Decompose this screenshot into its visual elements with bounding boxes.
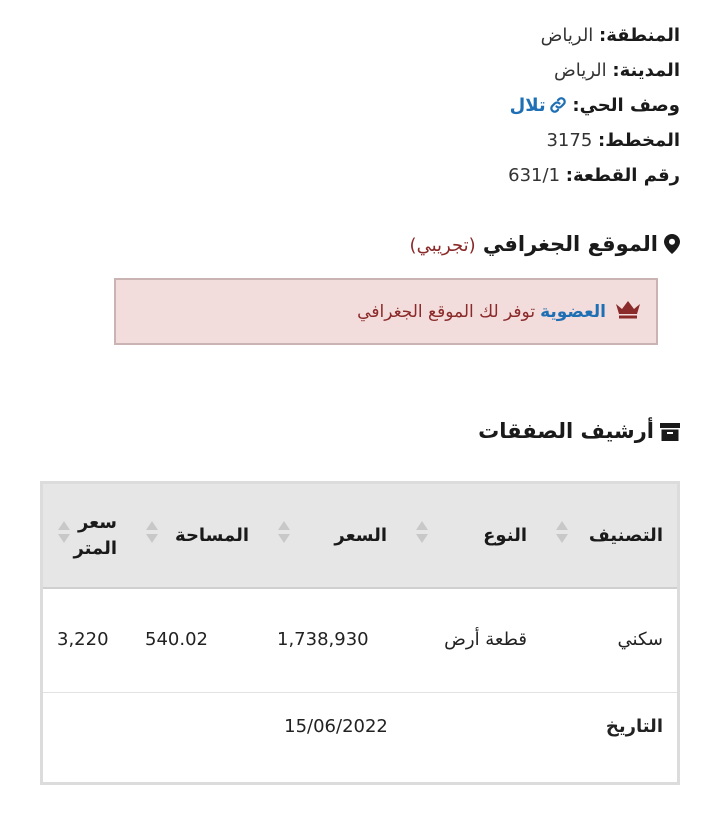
map-marker-icon (664, 229, 680, 265)
column-header-price-per-meter[interactable]: سعر المتر (43, 484, 131, 588)
column-header-classification[interactable]: التصنيف (541, 484, 677, 588)
plot-row (40, 158, 680, 193)
date-label: التاريخ (605, 716, 663, 738)
membership-link[interactable]: العضوية (540, 301, 606, 322)
district-link[interactable] (510, 95, 567, 116)
sort-icon (415, 519, 429, 553)
link-icon (549, 91, 567, 126)
geo-section-title (40, 226, 680, 262)
plot-value: 631/1 (508, 165, 561, 186)
geo-title-text: الموقع الجغرافي (482, 232, 658, 256)
sort-icon (57, 519, 71, 553)
plan-label: المخطط: (598, 130, 680, 151)
sort-icon (277, 519, 291, 553)
geo-trial-label: (تجريبي) (409, 235, 476, 256)
plan-row (40, 123, 680, 158)
table-row (43, 588, 677, 692)
district-label: وصف الحي: (572, 95, 680, 116)
sort-icon (555, 519, 569, 553)
column-header-area[interactable]: المساحة (131, 484, 263, 588)
region-row (40, 18, 680, 53)
membership-notice (114, 278, 658, 345)
region-label: المنطقة: (599, 25, 680, 46)
city-row (40, 53, 680, 88)
archive-box-icon (660, 415, 680, 453)
table-header-row (43, 484, 677, 588)
district-row (40, 88, 680, 123)
archive-title-text: أرشيف الصفقات (478, 419, 654, 443)
column-header-price[interactable]: السعر (263, 484, 401, 588)
property-details (40, 18, 680, 193)
sort-icon (145, 519, 159, 553)
plot-label: رقم القطعة: (565, 165, 680, 186)
date-row-spacer (43, 692, 131, 762)
cell-area: 540.02 (145, 629, 208, 651)
deals-table (40, 481, 680, 785)
archive-section-title (40, 412, 680, 450)
date-value: 15/06/2022 (284, 716, 388, 738)
cell-price-per-meter: 3,220 (57, 629, 109, 651)
crown-icon (614, 299, 642, 324)
district-value: تلال (509, 95, 546, 116)
table-date-row (43, 692, 677, 762)
region-value: الرياض (540, 25, 594, 46)
plan-value: 3175 (546, 130, 593, 151)
column-header-type[interactable]: النوع (401, 484, 541, 588)
city-value: الرياض (553, 60, 607, 81)
membership-notice-text: توفر لك الموقع الجغرافي (357, 301, 536, 322)
cell-classification: سكني (617, 629, 663, 651)
cell-price: 1,738,930 (277, 629, 369, 651)
city-label: المدينة: (612, 60, 680, 81)
cell-type: قطعة أرض (444, 629, 527, 651)
